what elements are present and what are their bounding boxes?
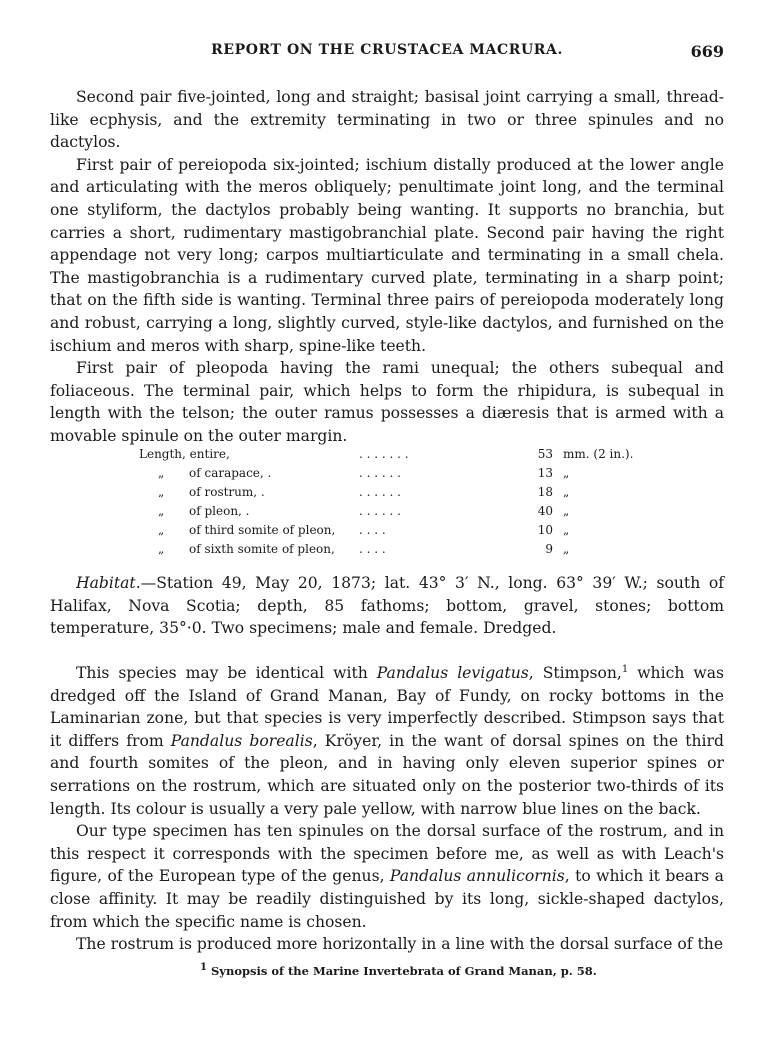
paragraph-habitat [50, 572, 724, 640]
running-title: REPORT ON THE CRUSTACEA MACRURA. [211, 42, 563, 58]
measure-unit: „ [563, 523, 570, 537]
measure-value: 40 [537, 504, 553, 518]
species-name: Pandalus levigatus [376, 664, 529, 682]
table-row [139, 502, 659, 521]
species-name: Pandalus annulicornis [389, 867, 565, 886]
measure-label: Length, entire, [139, 447, 230, 461]
text-run: This species may be identical with [76, 664, 377, 682]
table-row [139, 464, 659, 483]
measure-value: 18 [537, 485, 553, 499]
measure-label: of carapace, . [189, 466, 272, 480]
ditto-mark: „ [158, 466, 165, 480]
table-row [139, 483, 659, 502]
measure-label: of third somite of pleon, [189, 523, 336, 537]
text-run: , to which it bears a close affinity. It may be readily distinguished by its long, sickle-shaped dactylos, from which the specific name is chosen. [50, 867, 724, 931]
measure-value: 13 [537, 466, 553, 480]
page-header [50, 42, 724, 64]
paragraph-identity [50, 662, 724, 820]
measure-unit: „ [563, 466, 570, 480]
footnote-marker: 1 [200, 962, 207, 974]
discussion-section [50, 662, 724, 956]
measure-unit: „ [563, 485, 570, 499]
footnote-text: Synopsis of the Marine Invertebrata of Grand Manan, p. 58. [206, 964, 597, 978]
habitat-label: Habitat. [76, 574, 141, 592]
paragraph-second-pair: Second pair five-jointed, long and straight; basisal joint carrying a small, thread-like ecphysis, and the extremity terminating in two or three spinules and no dactylos. [50, 88, 724, 152]
measure-value: 9 [545, 542, 553, 556]
habitat-text: —Station 49, May 20, 1873; lat. 43° 3′ N., long. 63° 39′ W.; south of Halifax, Nova Scotia; depth, 85 fathoms; bottom, gravel, stones; bottom temperature, 35°·0. Two specimens; male and female. Dredged. [50, 574, 724, 638]
species-name: Pandalus borealis [170, 731, 313, 750]
measure-label: of pleon, . [189, 504, 250, 518]
habitat-section [50, 572, 724, 640]
paragraph-rostrum: The rostrum is produced more horizontally in a line with the dorsal surface of the [76, 935, 724, 954]
table-row [139, 521, 659, 540]
ditto-mark: „ [158, 504, 165, 518]
table-row [139, 540, 659, 559]
ditto-mark: „ [158, 523, 165, 537]
leader-dots: . . . . [359, 542, 386, 556]
footnote [200, 964, 620, 978]
measure-unit: mm. (2 in.). [563, 447, 634, 461]
measure-value: 10 [537, 523, 553, 537]
paragraph-pereiopoda: First pair of pereiopoda six-jointed; ischium distally produced at the lower angle and articulating with the meros obliquely; penultimate joint long, and the terminal one styliform, the dactylos probably being wanting. It supports no branchia, but carries a short, rudimentary mastigobranchial plate. Second pair having the right appendage not very long; carpos multiarticulate and terminating in a small chela. The mastigobranchia is a rudimentary curved plate, terminating in a sharp point; that on the fifth side is wanting. Terminal three pairs of pereiopoda moderately long and robust, carrying a long, slightly curved, style-like dactylos, and furnished on the ischium and meros with sharp, spine-like teeth. [50, 155, 724, 355]
text-run: Our type specimen has ten spinules on the dorsal surface of the rostrum, and in this respect it corresponds with the specimen before me, as well as with Leach's figure, of the European type of the genus, [50, 822, 724, 886]
leader-dots: . . . . . . [359, 485, 401, 499]
leader-dots: . . . . [359, 523, 386, 537]
measure-value: 53 [537, 447, 553, 461]
ditto-mark: „ [158, 485, 165, 499]
measure-unit: „ [563, 542, 570, 556]
description-section [50, 86, 724, 448]
measurements-table [139, 445, 659, 559]
measure-unit: „ [563, 504, 570, 518]
measure-label: of sixth somite of pleon, [189, 542, 335, 556]
table-row [139, 445, 659, 464]
ditto-mark: „ [158, 542, 165, 556]
text-run: which was dredged off the Island of Grand Manan, Bay of Fundy, on rocky bottoms in the Laminarian zone, but that species is very imperfectly described. Stimpson says that it differs from [50, 664, 724, 750]
leader-dots: . . . . . . [359, 466, 401, 480]
paragraph-type-specimen [50, 820, 724, 933]
page-number: 669 [690, 42, 724, 61]
text-run: , Kröyer, in the want of dorsal spines on the third and fourth somites of the pleon, and in having only eleven superior spines or serrations on the rostrum, which are situated only on the posterior two-thirds of its length. Its colour is usually a very pale yellow, with narrow blue lines on the back. [50, 731, 724, 818]
leader-dots: . . . . . . [359, 504, 401, 518]
leader-dots: . . . . . . . [359, 447, 409, 461]
measure-label: of rostrum, . [189, 485, 265, 499]
paragraph-pleopoda: First pair of pleopoda having the rami unequal; the others subequal and foliaceous. The terminal pair, which helps to form the rhipidura, is subequal in length with the telson; the outer ramus possesses a diæresis that is armed with a movable spinule on the outer margin. [50, 359, 724, 445]
footnote-reference: 1 [621, 663, 629, 675]
text-run: , Stimpson, [528, 664, 622, 682]
